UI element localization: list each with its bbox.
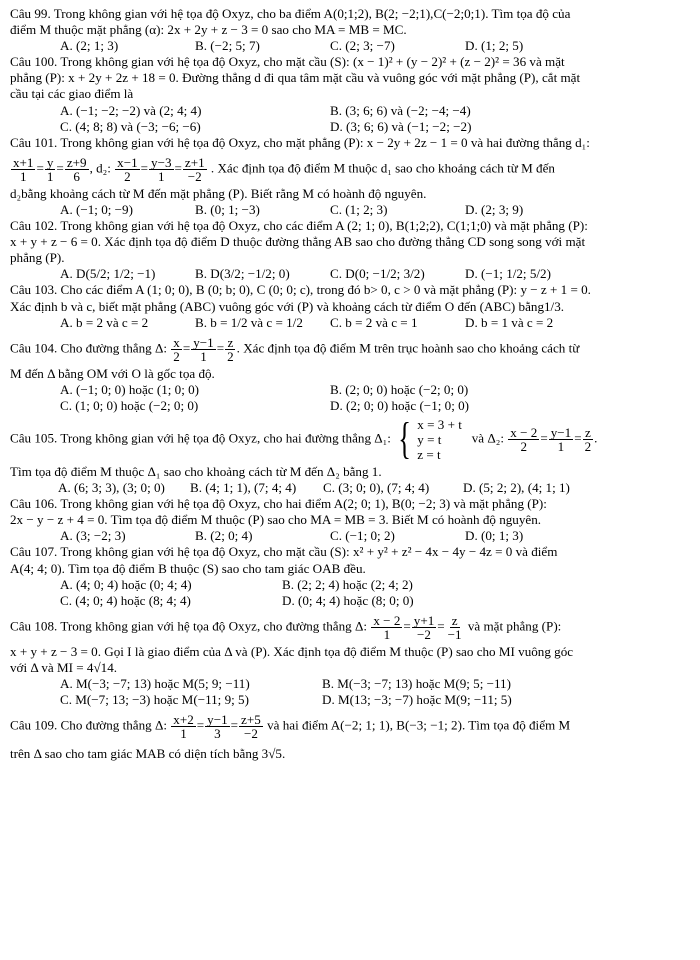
option-b[interactable]: B. (2; 0; 4)	[195, 528, 253, 544]
option-a[interactable]: A. b = 2 và c = 2	[60, 314, 149, 330]
option-d[interactable]: D. (0; 1; 3)	[465, 528, 524, 544]
denominator: −1	[447, 626, 462, 642]
equals-sign: =	[216, 340, 225, 356]
numerator: z	[584, 424, 591, 440]
option-b[interactable]: B. (2; 2; 4) hoặc (2; 4; 2)	[282, 576, 413, 592]
denominator: −2	[417, 626, 431, 642]
option-d[interactable]: D. (5; 2; 2), (4; 1; 1)	[463, 480, 570, 496]
fraction	[549, 426, 573, 453]
answer-options	[10, 119, 692, 135]
equals-sign: =	[56, 160, 64, 176]
fraction	[45, 156, 56, 183]
fraction	[371, 614, 402, 641]
answer-options	[10, 398, 692, 414]
numerator: y+1	[413, 612, 435, 628]
question-107	[10, 544, 692, 608]
fraction	[225, 336, 236, 363]
option-a[interactable]: A. (6; 3; 3), (3; 0; 0)	[58, 480, 165, 496]
system-line: y = t	[417, 431, 442, 447]
numerator: x−1	[117, 154, 138, 170]
denominator: 3	[214, 726, 221, 742]
equals-sign: =	[574, 430, 582, 446]
question-stem: d₂bằng khoảng cách từ M đến mặt phẳng (P). Biết rằng M có hoành độ nguyên.	[10, 185, 427, 201]
denominator: 1	[383, 626, 391, 642]
question-stem: . Xác định tọa độ điểm M trên trục hoành sao cho khoảng cách từ	[236, 340, 580, 356]
answer-options	[10, 528, 692, 544]
question-stem: và mặt phẳng (P):	[467, 618, 562, 634]
question-stem: và hai điểm A(−2; 1; 1), B(−3; −1; 2). Tìm tọa độ điểm M	[267, 717, 571, 733]
equals-sign: =	[230, 717, 239, 733]
denominator: −2	[243, 726, 258, 742]
denominator: 1	[19, 168, 27, 184]
question-stem: M đến Δ bằng OM với O là gốc tọa độ.	[10, 365, 215, 381]
question-stem: Câu 105. Trong không gian với hệ tọa độ Oxyz, cho hai đường thẳng Δ₁:	[10, 430, 391, 446]
answer-options	[10, 593, 692, 609]
question-stem: cầu tại các giao điểm là	[10, 86, 134, 102]
denominator: 2	[173, 348, 180, 364]
fraction	[171, 713, 195, 740]
period: .	[594, 430, 598, 446]
numerator: y−3	[151, 154, 172, 170]
option-d[interactable]: D. (−1; 1/2; 5/2)	[465, 266, 551, 282]
answer-options	[10, 315, 692, 331]
question-104	[10, 336, 692, 414]
option-a[interactable]: A. (−1; 0; 0) hoặc (1; 0; 0)	[60, 381, 200, 397]
equals-sign: =	[437, 618, 445, 634]
option-b[interactable]: B. (3; 6; 6) và (−2; −4; −4)	[330, 102, 471, 118]
option-a[interactable]: A. D(5/2; 1/2; −1)	[60, 266, 156, 282]
question-103	[10, 282, 692, 330]
denominator: 1	[180, 726, 187, 742]
question-stem: trên Δ sao cho tam giác MAB có diện tích bằng 3√5.	[10, 746, 286, 762]
numerator: x+1	[13, 154, 34, 170]
line-label: , d₂:	[89, 160, 111, 176]
denominator: 1	[46, 168, 54, 184]
option-d[interactable]: D. M(13; −3; −7) hoặc M(9; −11; 5)	[322, 692, 512, 708]
system-line: z = t	[417, 446, 441, 462]
fraction	[205, 713, 229, 740]
question-stem: phẳng (P): x + 2y + 2z + 18 = 0. Đường thẳng d đi qua tâm mặt cầu và vuông góc với mặt phẳng (P), cắt mặt	[10, 70, 581, 86]
option-d[interactable]: D. b = 1 và c = 2	[465, 314, 554, 330]
question-stem: x + y + z − 6 = 0. Xác định tọa độ điểm D thuộc đường thẳng AB sao cho đường thẳng CD song song với mặt	[10, 234, 586, 250]
denominator: 1	[157, 168, 165, 184]
option-b[interactable]: B. (4; 1; 1), (7; 4; 4)	[190, 480, 297, 496]
answer-options	[10, 266, 692, 282]
question-stem: . Xác định tọa độ điểm M thuộc d₁ sao cho khoảng cách từ M đến	[210, 160, 555, 176]
question-stem: với Δ và MI = 4√14.	[10, 659, 118, 675]
denominator: 2	[584, 438, 592, 454]
option-b[interactable]: B. D(3/2; −1/2; 0)	[195, 266, 290, 282]
numerator: x − 2	[510, 424, 538, 440]
question-99	[10, 6, 692, 54]
equals-sign: =	[36, 160, 44, 176]
option-c[interactable]: C. (2; 3; −7)	[330, 38, 395, 54]
question-109	[10, 713, 692, 762]
question-100	[10, 54, 692, 134]
fraction	[446, 614, 464, 641]
question-stem: Câu 100. Trong không gian với hệ tọa độ Oxyz, cho mặt cầu (S): (x − 1)² + (y − 2)² + (z − 2)² = 36 và mặt	[10, 54, 565, 70]
option-b[interactable]: B. (−2; 5; 7)	[195, 38, 260, 54]
question-stem: Câu 106. Trong không gian với hệ tọa độ Oxyz, cho hai điểm A(2; 0; 1), B(0; −2; 3) và mặt phẳng (P):	[10, 496, 547, 512]
equals-sign: =	[140, 160, 149, 176]
option-c[interactable]: C. D(0; −1/2; 3/2)	[330, 266, 425, 282]
denominator: −2	[187, 168, 202, 184]
numerator: x − 2	[373, 612, 401, 628]
denominator: 2	[520, 438, 528, 454]
option-a[interactable]: A. (2; 1; 3)	[60, 38, 119, 54]
question-stem: A(4; 4; 0). Tìm tọa độ điểm B thuộc (S) sao cho tam giác OAB đều.	[10, 560, 366, 576]
question-stem: Câu 103. Cho các điểm A (1; 0; 0), B (0; b; 0), C (0; 0; c), trong đó b> 0, c > 0 và mặt phẳng (P): y − z + 1 = 0.	[10, 282, 591, 298]
question-stem: Xác định b và c, biết mặt phẳng (ABC) vuông góc với (P) và khoảng cách từ điểm O đến (ABC) bằng1/3.	[10, 298, 565, 314]
answer-options	[10, 382, 692, 398]
fraction	[183, 156, 207, 183]
question-stem: Câu 104. Cho đường thẳng Δ:	[10, 340, 168, 356]
option-d[interactable]: D. (3; 6; 6) và (−1; −2; −2)	[330, 118, 472, 134]
option-d[interactable]: D. (0; 4; 4) hoặc (8; 0; 0)	[282, 592, 414, 608]
question-stem: Tìm tọa độ điểm M thuộc Δ₁ sao cho khoảng cách từ M đến Δ₂ bằng 1.	[10, 463, 382, 479]
option-c[interactable]: C. (1; 0; 0) hoặc (−2; 0; 0)	[60, 397, 199, 413]
numerator: x+2	[173, 712, 194, 728]
fraction	[149, 156, 173, 183]
equation-line	[10, 614, 692, 641]
answer-options	[10, 577, 692, 593]
denominator: 2	[227, 348, 234, 364]
question-105	[10, 414, 692, 496]
question-106	[10, 496, 692, 544]
equals-sign: =	[196, 717, 205, 733]
answer-options	[10, 202, 692, 218]
numerator: x	[173, 334, 180, 350]
numerator: y−1	[207, 712, 228, 728]
option-b[interactable]: B. M(−3; −7; 13) hoặc M(9; 5; −11)	[322, 676, 511, 691]
fraction	[171, 336, 182, 363]
denominator: 1	[557, 438, 565, 454]
option-d[interactable]: D. (1; 2; 5)	[465, 38, 524, 54]
answer-options	[10, 38, 692, 54]
line-label: và Δ₂:	[471, 430, 504, 446]
fraction	[412, 614, 436, 641]
numerator: y−1	[193, 334, 214, 350]
fraction	[239, 713, 263, 740]
option-c[interactable]: C. b = 2 và c = 1	[330, 314, 418, 330]
equation-line	[10, 336, 692, 363]
equation-line	[10, 156, 692, 183]
option-b[interactable]: B. (0; 1; −3)	[195, 201, 260, 217]
fraction	[11, 156, 35, 183]
fraction	[583, 426, 594, 453]
equation-line	[10, 713, 692, 740]
numerator: z+5	[241, 712, 261, 728]
denominator: 6	[73, 168, 80, 184]
numerator: z	[227, 334, 234, 350]
question-stem: Câu 107. Trong không gian với hệ tọa độ Oxyz, cho mặt cầu (S): x² + y² + z² − 4x − 4y − 4z = 0 và điểm	[10, 544, 558, 560]
question-stem: x + y + z − 3 = 0. Gọi I là giao điểm của Δ và (P). Xác định tọa độ điểm M thuộc (P) sao cho MI vuông góc	[10, 643, 574, 659]
fraction	[115, 156, 139, 183]
fraction	[508, 426, 539, 453]
question-stem: Câu 99. Trong không gian với hệ tọa độ Oxyz, cho ba điểm A(0;1;2), B(2; −2;1),C(−2;0;1). Tìm tọa độ của	[10, 6, 571, 21]
option-c[interactable]: C. (4; 8; 8) và (−3; −6; −6)	[60, 118, 201, 134]
answer-options	[10, 480, 692, 496]
question-stem: Câu 101. Trong không gian với hệ tọa độ Oxyz, cho mặt phẳng (P): x − 2y + 2z − 1 = 0 và hai đường thẳng d₁:	[10, 134, 590, 150]
fraction	[191, 336, 215, 363]
equation-line	[10, 414, 692, 464]
numerator: z+9	[66, 154, 87, 170]
question-stem: Câu 102. Trong không gian với hệ tọa độ Oxyz, cho các điểm A (2; 1; 0), B(1;2;2), C(1;1;0) và mặt phẳng (P):	[10, 218, 588, 234]
numerator: z+1	[184, 154, 205, 170]
option-c[interactable]: C. (−1; 0; 2)	[330, 528, 395, 544]
numerator: z	[451, 612, 458, 628]
answer-options	[10, 676, 692, 692]
option-a[interactable]: A. (−1; 0; −9)	[60, 201, 133, 217]
equals-sign: =	[403, 618, 411, 634]
option-b[interactable]: B. b = 1/2 và c = 1/2	[195, 314, 303, 330]
fraction	[65, 156, 89, 183]
equals-sign: =	[174, 160, 182, 176]
option-a[interactable]: A. (4; 0; 4) hoặc (0; 4; 4)	[60, 576, 192, 592]
question-stem: điểm M thuộc mặt phẳng (α): 2x + 2y + z − 3 = 0 sao cho MA = MB = MC.	[10, 22, 407, 38]
question-stem: phẳng (P).	[10, 250, 65, 266]
option-c[interactable]: C. (4; 0; 4) hoặc (8; 4; 4)	[60, 592, 191, 608]
system-lines	[417, 417, 462, 462]
option-c[interactable]: C. M(−7; 13; −3) hoặc M(−11; 9; 5)	[60, 692, 249, 708]
option-a[interactable]: A. (−1; −2; −2) và (2; 4; 4)	[60, 102, 202, 118]
option-a[interactable]: A. M(−3; −7; 13) hoặc M(5; 9; −11)	[60, 676, 250, 691]
numerator: y	[46, 154, 54, 170]
equals-sign: =	[182, 340, 191, 356]
option-d[interactable]: D. (2; 0; 0) hoặc (−1; 0; 0)	[330, 397, 470, 413]
option-d[interactable]: D. (2; 3; 9)	[465, 201, 524, 217]
denominator: 1	[200, 348, 207, 364]
question-stem: Câu 108. Trong không gian với hệ tọa độ Oxyz, cho đường thẳng Δ:	[10, 618, 368, 634]
answer-options	[10, 692, 692, 708]
option-c[interactable]: C. (3; 0; 0), (7; 4; 4)	[323, 480, 430, 496]
numerator: y−1	[550, 424, 572, 440]
question-stem: Câu 109. Cho đường thẳng Δ:	[10, 717, 168, 733]
question-stem: 2x − y − z + 4 = 0. Tìm tọa độ điểm M thuộc (P) sao cho MA = MB = 3. Biết M có hoành độ nguyên.	[10, 512, 542, 528]
equation-system	[394, 414, 462, 464]
question-108	[10, 614, 692, 708]
option-c[interactable]: C. (1; 2; 3)	[330, 201, 388, 217]
brace-icon: {	[398, 414, 412, 464]
system-line: x = 3 + t	[417, 416, 462, 432]
option-b[interactable]: B. (2; 0; 0) hoặc (−2; 0; 0)	[330, 381, 469, 397]
equals-sign: =	[540, 430, 548, 446]
denominator: 2	[124, 168, 131, 184]
question-101	[10, 135, 692, 218]
question-102	[10, 218, 692, 282]
option-a[interactable]: A. (3; −2; 3)	[60, 528, 126, 544]
answer-options	[10, 103, 692, 119]
